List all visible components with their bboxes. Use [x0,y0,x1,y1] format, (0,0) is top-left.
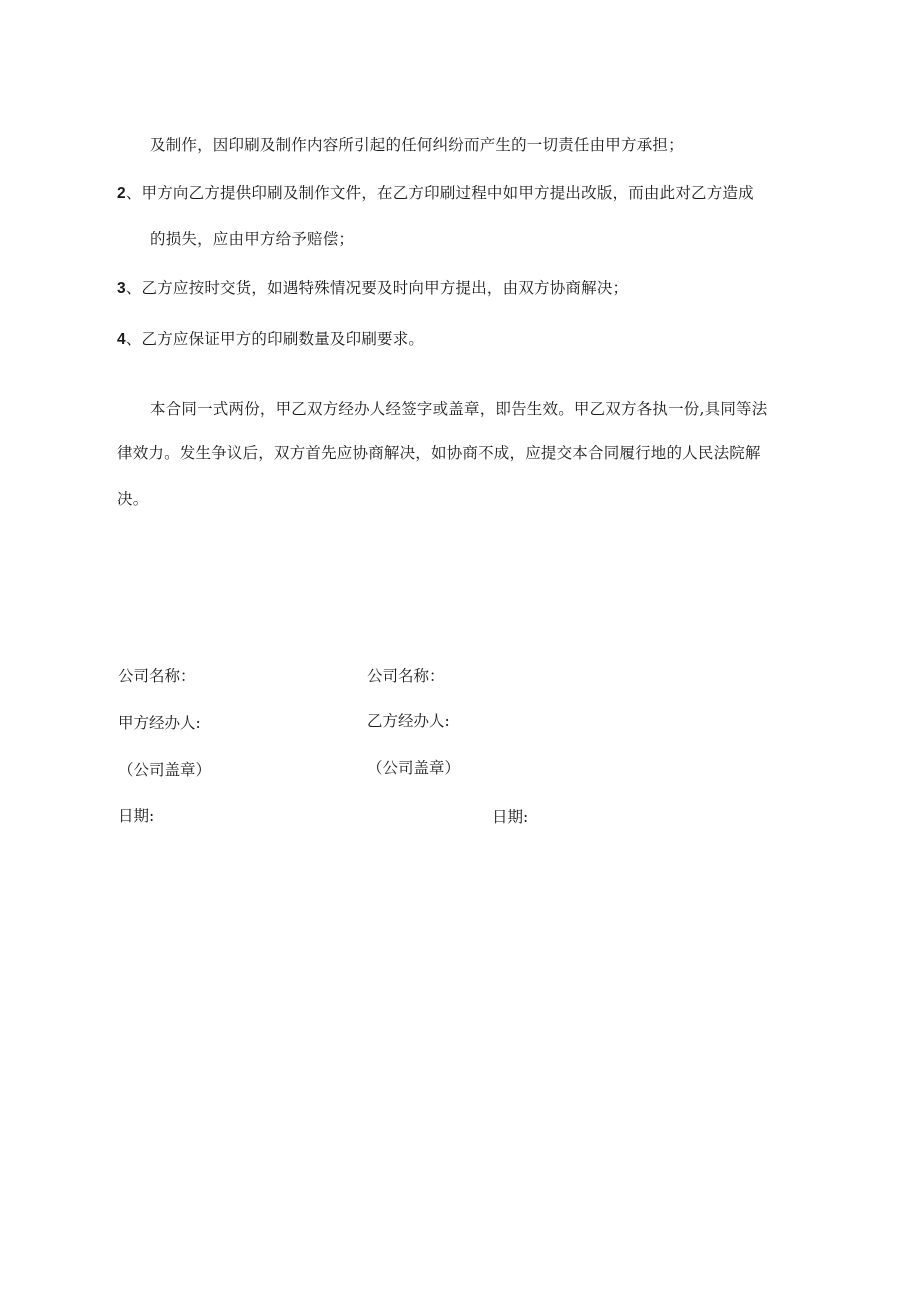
clause-4-text: 、乙方应保证甲方的印刷数量及印刷要求。 [125,330,425,348]
party-a-agent: 甲方经办人: [118,714,201,732]
clause-2-number: 2 [117,185,126,202]
clause-2-line-1 [117,183,754,204]
closing-line-3: 决。 [117,490,149,508]
party-b-date: 日期: [492,808,529,826]
clause-3 [117,278,628,299]
closing-line-1: 本合同一式两份，甲乙双方经办人经签字或盖章，即告生效。甲乙双方各执一份,具同等法 [150,400,768,418]
clause-3-number: 3 [117,280,126,297]
closing-line-2: 律效力。发生争议后，双方首先应协商解决，如协商不成，应提交本合同履行地的人民法院解 [117,444,761,462]
clause-2-line-2: 的损失，应由甲方给予赔偿； [150,230,355,248]
clause-4 [117,329,424,350]
party-a-date: 日期: [118,807,155,825]
clause-3-text: 、乙方应按时交货，如遇特殊情况要及时向甲方提出，由双方协商解决； [125,279,629,297]
party-b-company-name: 公司名称： [367,667,445,685]
clause-4-number: 4 [117,331,126,348]
party-b-agent: 乙方经办人: [367,712,450,730]
clause-2-text: 、甲方向乙方提供印刷及制作文件，在乙方印刷过程中如甲方提出改版，而由此对乙方造成 [125,184,754,202]
party-b-seal: （公司盖章） [367,759,461,777]
party-a-company-name: 公司名称： [118,667,196,685]
clause-1-continuation: 及制作，因印刷及制作内容所引起的任何纠纷而产生的一切责任由甲方承担； [150,136,684,154]
party-a-seal: （公司盖章） [118,761,212,779]
